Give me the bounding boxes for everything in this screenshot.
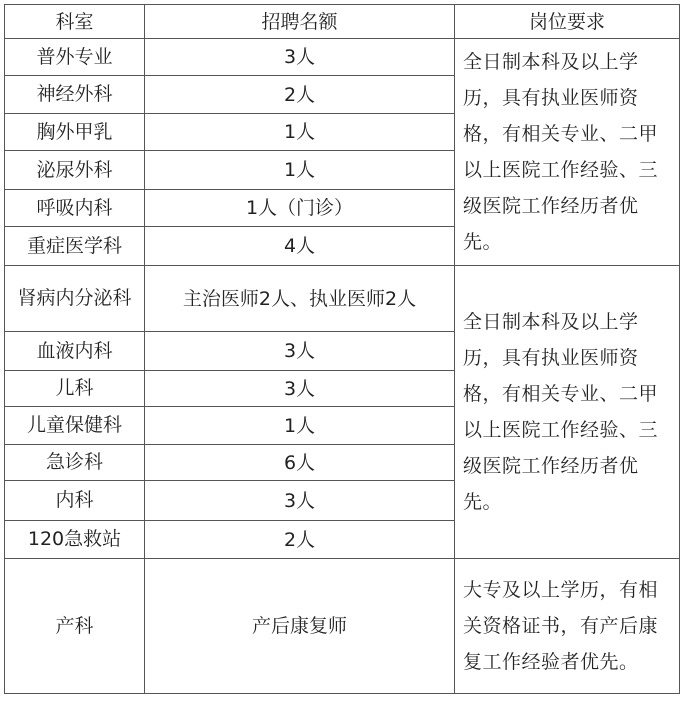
dept-cell: 内科	[5, 481, 145, 521]
header-dept: 科室	[5, 5, 145, 39]
dept-cell: 儿科	[5, 371, 145, 407]
table-row	[5, 39, 680, 76]
quota-cell: 1人	[145, 407, 455, 445]
quota-cell: 2人	[145, 521, 455, 559]
dept-cell: 呼吸内科	[5, 190, 145, 227]
dept-cell: 泌尿外科	[5, 151, 145, 190]
quota-cell: 1人	[145, 151, 455, 190]
dept-cell: 胸外甲乳	[5, 114, 145, 151]
quota-cell: 1人	[145, 114, 455, 151]
dept-cell: 急诊科	[5, 445, 145, 481]
quota-cell: 3人	[145, 481, 455, 521]
quota-cell: 主治医师2人、执业医师2人	[145, 266, 455, 332]
table-header-row	[5, 5, 680, 39]
dept-cell: 血液内科	[5, 332, 145, 371]
dept-cell: 重症医学科	[5, 227, 145, 266]
quota-cell: 6人	[145, 445, 455, 481]
quota-cell: 3人	[145, 39, 455, 76]
quota-cell: 2人	[145, 76, 455, 114]
dept-cell: 120急救站	[5, 521, 145, 559]
dept-cell: 普外专业	[5, 39, 145, 76]
requirements-cell-group1: 全日制本科及以上学历，具有执业医师资格，有相关专业、二甲以上医院工作经验、三级医院工作经历者优先。	[455, 39, 680, 266]
quota-cell: 产后康复师	[145, 559, 455, 694]
header-requirements: 岗位要求	[455, 5, 680, 39]
quota-cell: 1人（门诊）	[145, 190, 455, 227]
table-row	[5, 266, 680, 332]
requirements-cell-group3: 大专及以上学历，有相关资格证书，有产后康复工作经验者优先。	[455, 559, 680, 694]
requirements-cell-group2: 全日制本科及以上学历，具有执业医师资格，有相关专业、二甲以上医院工作经验、三级医院工作经历者优先。	[455, 266, 680, 559]
recruitment-table	[4, 4, 680, 694]
dept-cell: 神经外科	[5, 76, 145, 114]
table-row	[5, 559, 680, 694]
dept-cell: 儿童保健科	[5, 407, 145, 445]
quota-cell: 3人	[145, 332, 455, 371]
quota-cell: 3人	[145, 371, 455, 407]
header-quota: 招聘名额	[145, 5, 455, 39]
dept-cell: 肾病内分泌科	[5, 266, 145, 332]
quota-cell: 4人	[145, 227, 455, 266]
dept-cell: 产科	[5, 559, 145, 694]
